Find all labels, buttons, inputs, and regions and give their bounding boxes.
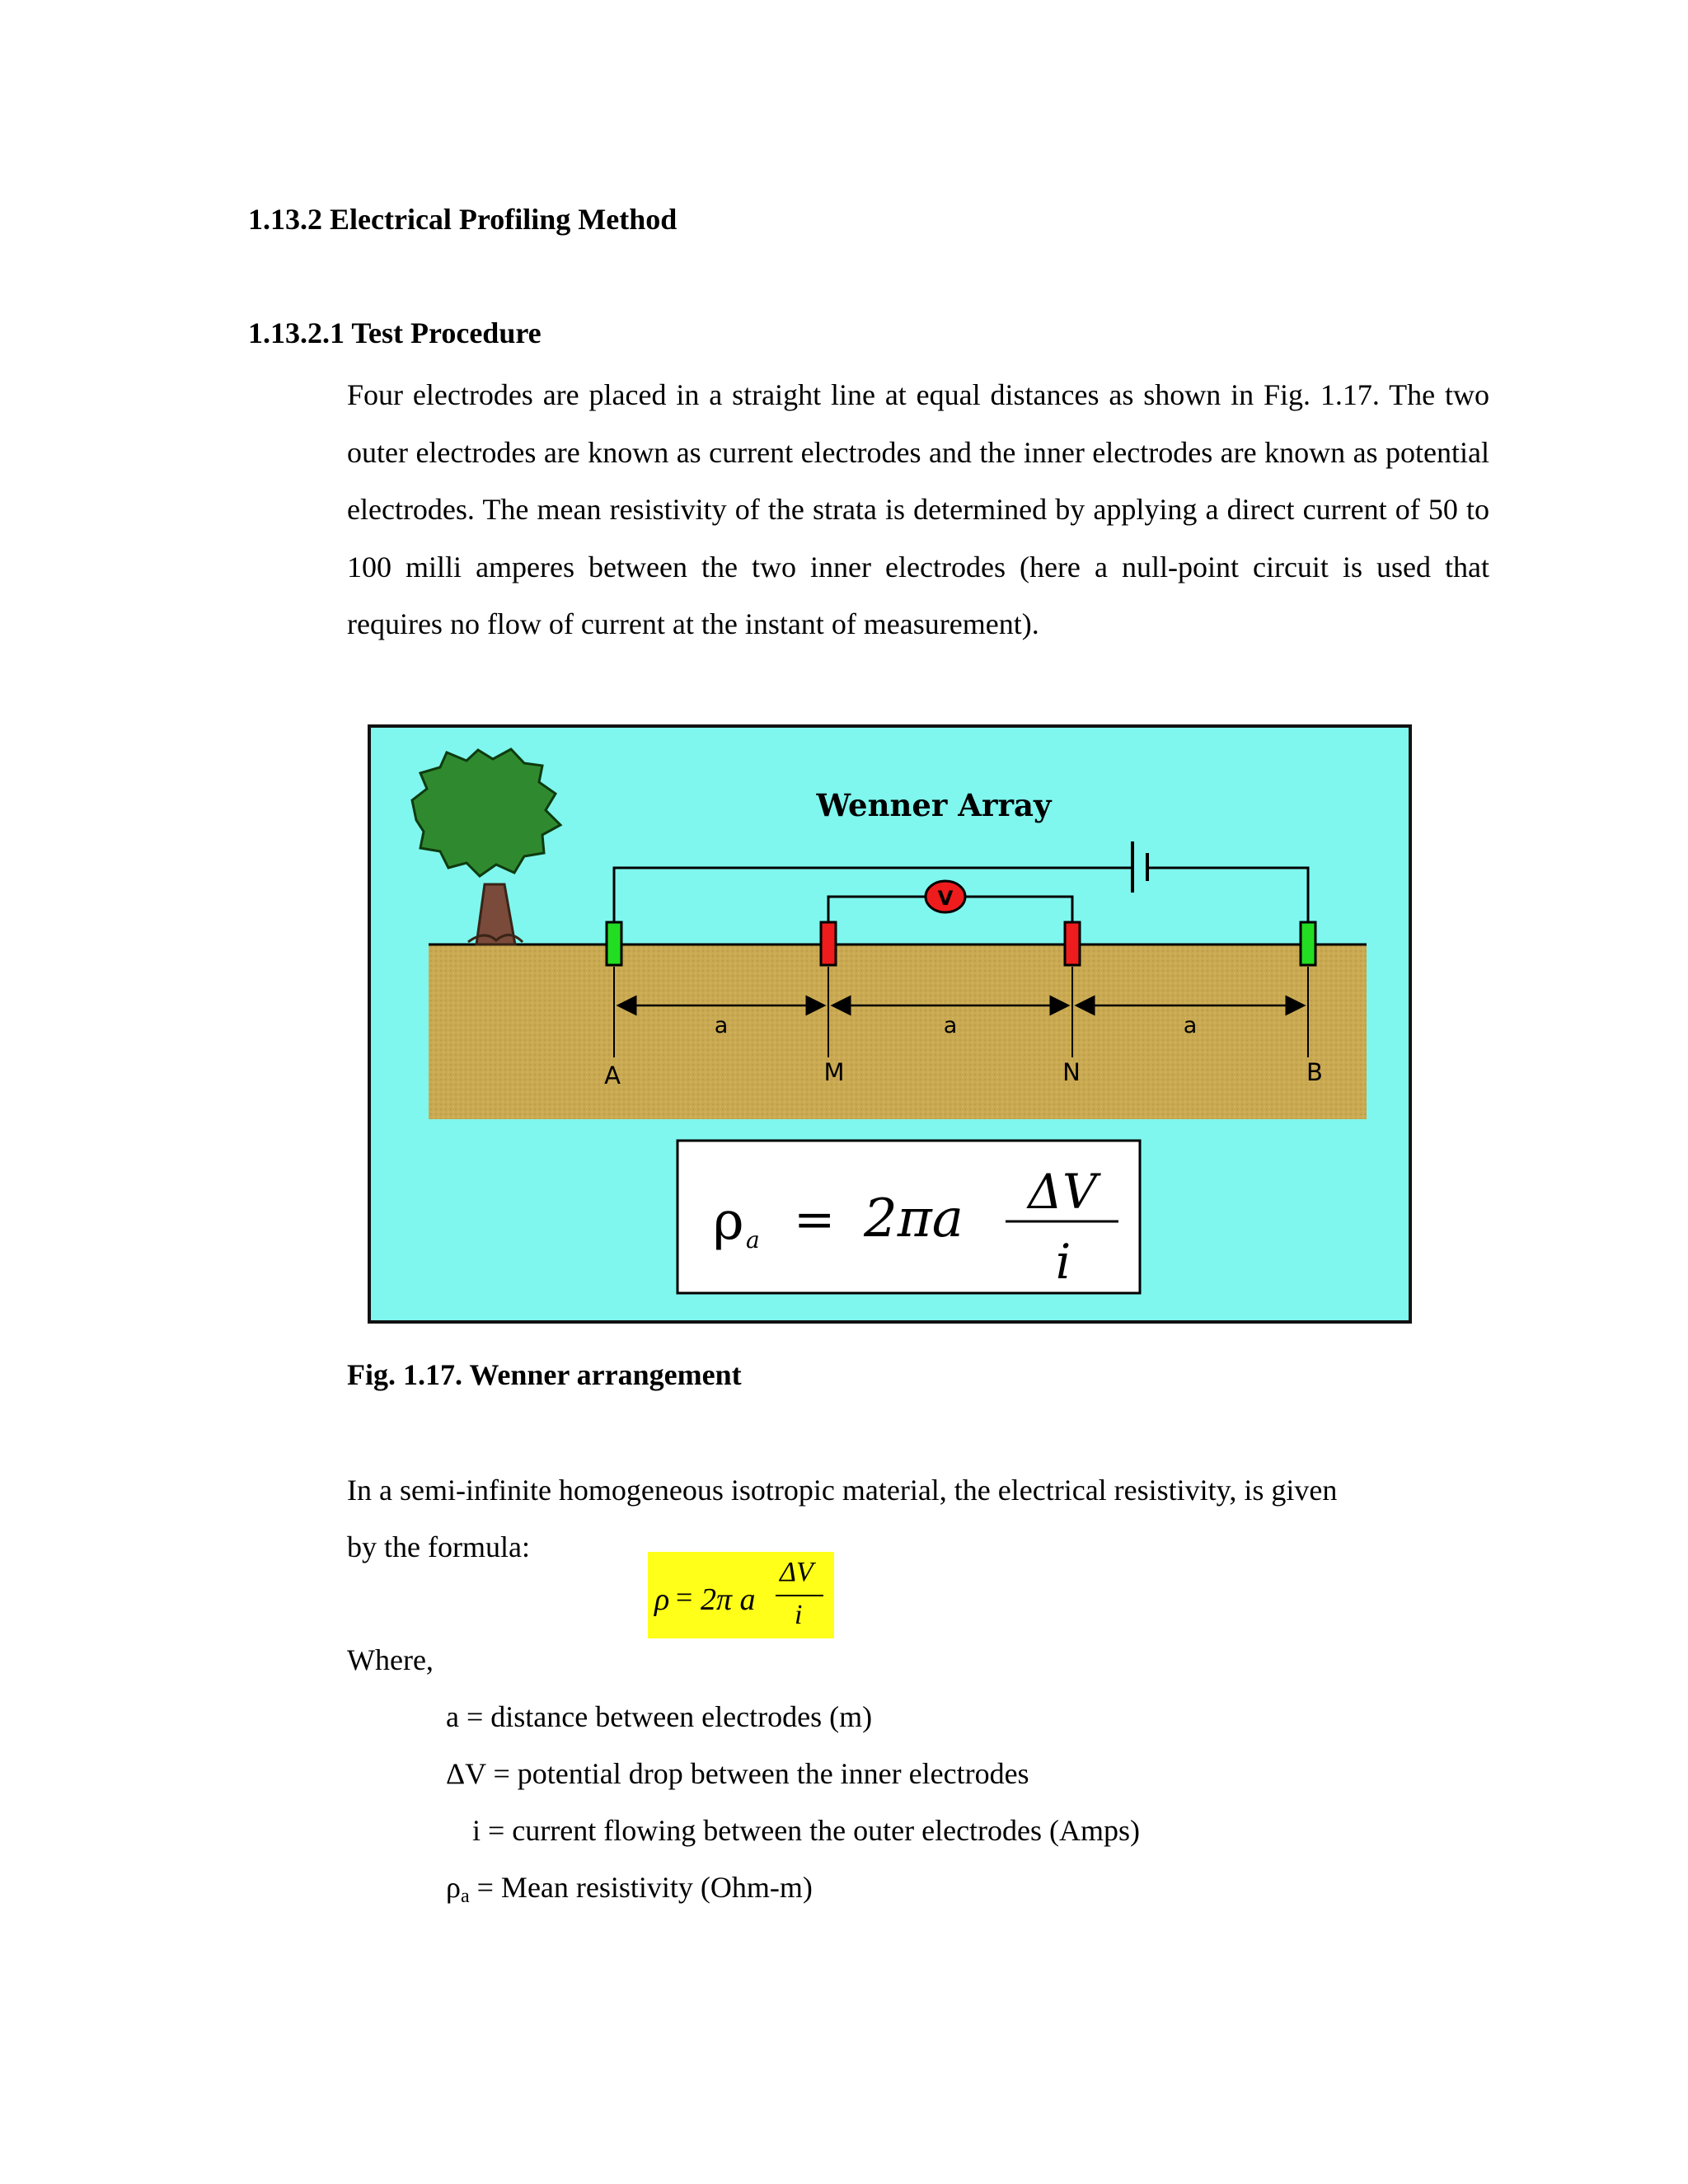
rho-symbol: ρ — [446, 1871, 461, 1904]
hl-rho: ρ — [654, 1582, 670, 1617]
electrode-b — [1301, 922, 1315, 965]
hl-factor: 2π a — [701, 1582, 756, 1617]
electrode-label-m: M — [823, 1058, 845, 1086]
where-label: Where, — [347, 1643, 434, 1676]
battery-icon — [1132, 841, 1147, 893]
hl-denominator: i — [795, 1600, 803, 1630]
electrode-n — [1065, 922, 1080, 965]
paragraph2-line1: In a semi-infinite homogeneous isotropic material, the electrical resistivity, is given — [347, 1474, 1338, 1507]
figure-title: Wenner Array — [816, 787, 1052, 823]
spacing-label-1: a — [714, 1013, 729, 1038]
hl-equals: = — [676, 1581, 693, 1614]
voltmeter-label: V — [937, 887, 954, 910]
section-heading: 1.13.2 Electrical Profiling Method — [248, 203, 678, 236]
subsection-heading: 1.13.2.1 Test Procedure — [248, 316, 542, 349]
hl-fraction-bar — [776, 1595, 823, 1596]
definition-a: a = distance between electrodes (m) — [446, 1700, 873, 1733]
electrode-label-a: A — [604, 1062, 621, 1090]
definition-rho — [446, 1872, 813, 1906]
wenner-array-diagram — [371, 728, 1409, 1320]
tree-icon — [412, 749, 560, 944]
ground — [429, 944, 1367, 1119]
paragraph2-line2: by the formula: — [347, 1530, 530, 1563]
voltmeter-icon — [926, 881, 965, 912]
formula-denominator: i — [1055, 1234, 1071, 1290]
formula-factor: 2πa — [864, 1188, 964, 1249]
formula-box — [678, 1141, 1140, 1293]
hl-numerator: ΔV — [780, 1557, 814, 1587]
highlighted-formula — [648, 1552, 834, 1638]
rho-definition-text: = Mean resistivity (Ohm-m) — [469, 1871, 813, 1904]
electrode-m — [821, 922, 836, 965]
wenner-array-figure — [368, 724, 1412, 1324]
spacing-label-2: a — [943, 1013, 958, 1038]
formula-numerator: ΔV — [1028, 1164, 1097, 1220]
formula-equals: = — [794, 1191, 836, 1249]
electrode-label-n: N — [1062, 1058, 1081, 1086]
rho-subscript: a — [460, 1886, 470, 1907]
spacing-label-3: a — [1183, 1013, 1198, 1038]
formula-rho: ρ — [713, 1191, 744, 1252]
procedure-paragraph: Four electrodes are placed in a straight line at equal distances as shown in Fig. 1.17. The two outer electrodes are known as current electrodes and the inner electrodes are known as potential electrodes. The mean resistivity of the strata is determined by applying a direct current of 50 to 100 milli amperes between the two inner electrodes (here a null-point circuit is used that requires no flow of current at the instant of measurement). — [347, 378, 1489, 640]
formula-rho-subscript: a — [746, 1226, 760, 1254]
electrode-a — [607, 922, 621, 965]
figure-caption: Fig. 1.17. Wenner arrangement — [347, 1358, 742, 1391]
electrode-label-b: B — [1306, 1058, 1323, 1086]
definition-delta-v: ΔV = potential drop between the inner electrodes — [446, 1757, 1029, 1790]
definition-i: i = current flowing between the outer electrodes (Amps) — [472, 1814, 1141, 1847]
